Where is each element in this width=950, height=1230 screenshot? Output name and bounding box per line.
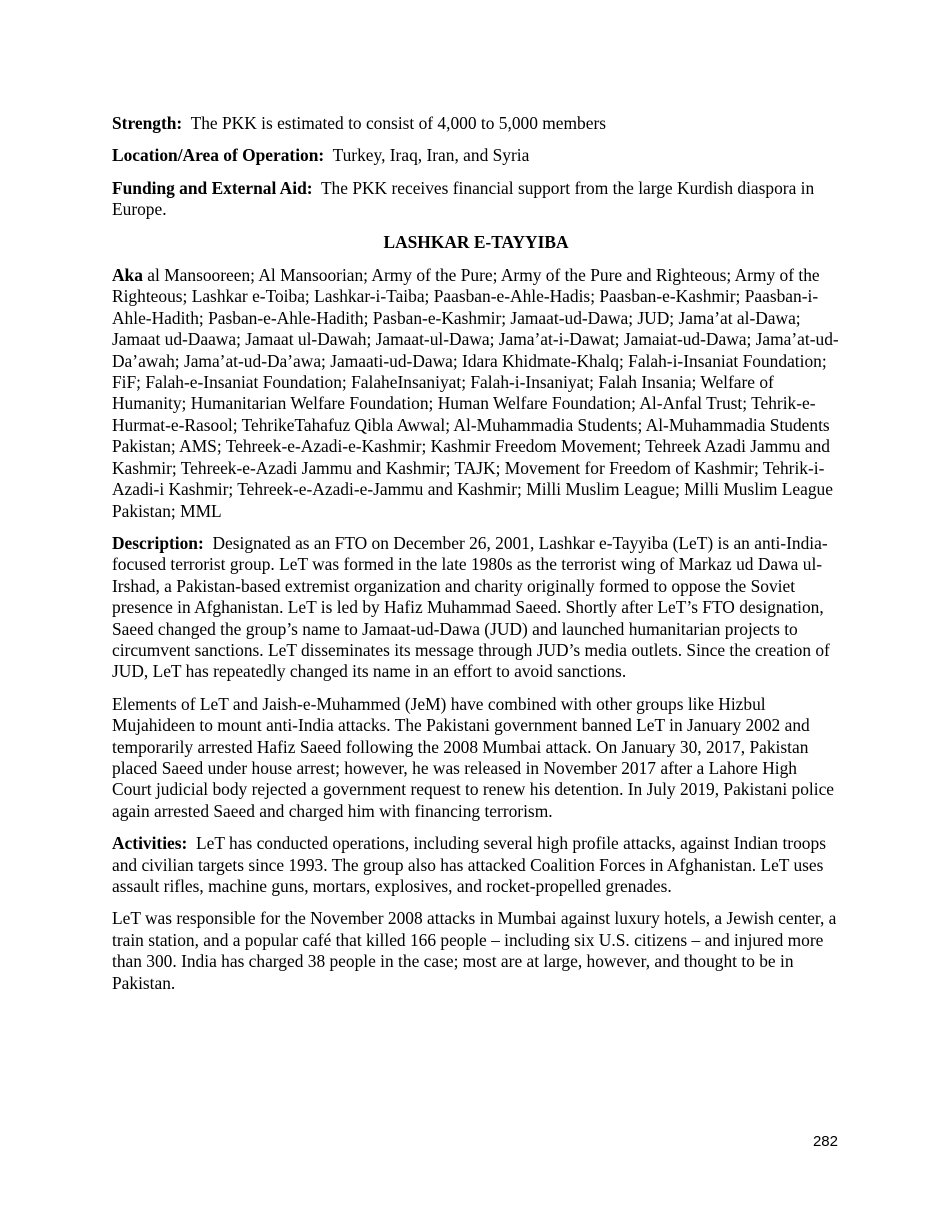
elements-paragraph: Elements of LeT and Jaish-e-Muhammed (JeM) have combined with other groups like Hizbul Mujahideen to mount anti-India attacks. The Pakistani government banned LeT in January 2002 and temporarily arrested Hafiz Saeed following the 2008 Mumbai attack. On January 30, 2017, Pakistan placed Saeed under house arrest; however, he was released in November 2017 after a Lahore High Court judicial body rejected a government request to renew his detention. In July 2019, Pakistani police again arrested Saeed and charged him with financing terrorism.: [112, 693, 835, 821]
activities-text: LeT has conducted operations, including several high profile attacks, against Indian troops and civilian targets since 1993. The group also has attacked Coalition Forces in Afghanistan. LeT uses assault rifles, machine guns, mortars, explosives, and rocket-propelled grenades.: [112, 833, 826, 896]
activities-label: Activities:: [112, 833, 188, 854]
aka-text: al Mansooreen; Al Mansoorian; Army of the Pure; Army of the Pure and Righteous; Army of the Righteous; Lashkar e-Toiba; Lashkar-i-Taiba; Paasban-e-Ahle-Hadis; Paasban-e-Kashmir; Paasban-i-Ahle-Hadith; Pasban-e-Ahle-Hadith; Pasban-e-Kashmir; Jamaat-ud-Dawa; JUD; Jama’at al-Dawa; Jamaat ud-Daawa; Jamaat ul-Dawah; Jamaat-ul-Dawa; Jama’at-i-Dawat; Jamaiat-ud-Dawa; Jama’at-ud-Da’awah; Jama’at-ud-Da’awa; Jamaati-ud-Dawa; Idara Khidmate-Khalq; Falah-i-Insaniat Foundation; FiF; Falah-e-Insaniat Foundation; FalaheInsaniyat; Falah-i-Insaniyat; Falah Insania; Welfare of Humanity; Humanitarian Welfare Foundation; Human Welfare Foundation; Al-Anfal Trust; Tehrik-e-Hurmat-e-Rasool; TehrikeTahafuz Qibla Awwal; Al-Muhammadia Students; Al-Muhammadia Students Pakistan; AMS; Tehreek-e-Azadi-e-Kashmir; Kashmir Freedom Movement; Tehreek Azadi Jammu and Kashmir; Tehreek-e-Azadi Jammu and Kashmir; TAJK; Movement for Freedom of Kashmir; Tehrik-i-Azadi-i Kashmir; Tehreek-e-Azadi-e-Jammu and Kashmir; Milli Muslim League; Milli Muslim League Pakistan; MML: [112, 265, 839, 521]
document-page: [112, 113, 840, 1005]
funding-paragraph: [112, 178, 840, 221]
funding-label: Funding and External Aid:: [112, 177, 313, 198]
description-label: Description:: [112, 532, 204, 553]
location-label: Location/Area of Operation:: [112, 145, 325, 166]
activities-paragraph: [112, 833, 840, 897]
description-text: Designated as an FTO on December 26, 2001, Lashkar e-Tayyiba (LeT) is an anti-India-focused terrorist group. LeT was formed in the late 1980s as the terrorist wing of Markaz ud Dawa ul-Irshad, a Pakistan-based extremist organization and charity originally formed to oppose the Soviet presence in Afghanistan. LeT is led by Hafiz Muhammad Saeed. Shortly after LeT’s FTO designation, Saeed changed the group’s name to Jamaat-ud-Dawa (JUD) and launched humanitarian projects to circumvent sanctions. LeT disseminates its message through JUD’s media outlets. Since the creation of JUD, LeT has repeatedly changed its name in an effort to avoid sanctions.: [112, 532, 830, 682]
location-text: Turkey, Iraq, Iran, and Syria: [332, 145, 530, 166]
mumbai-paragraph: LeT was responsible for the November 2008 attacks in Mumbai against luxury hotels, a Jewish center, a train station, and a popular café that killed 166 people – including six U.S. citizens – and injured more than 300. India has charged 38 people in the case; most are at large, however, and thought to be in Pakistan.: [112, 908, 837, 993]
page-number: 282: [812, 1133, 838, 1150]
aka-paragraph: [112, 265, 840, 522]
strength-text: The PKK is estimated to consist of 4,000 to 5,000 members: [190, 113, 607, 133]
strength-label: Strength:: [112, 113, 183, 133]
description-paragraph: [112, 533, 840, 683]
section-title: LASHKAR E-TAYYIBA: [383, 231, 569, 252]
funding-text: The PKK receives financial support from the large Kurdish diaspora in Europe.: [112, 177, 815, 220]
aka-label: Aka: [112, 265, 143, 286]
location-paragraph: [112, 145, 840, 166]
strength-paragraph: [112, 113, 840, 134]
